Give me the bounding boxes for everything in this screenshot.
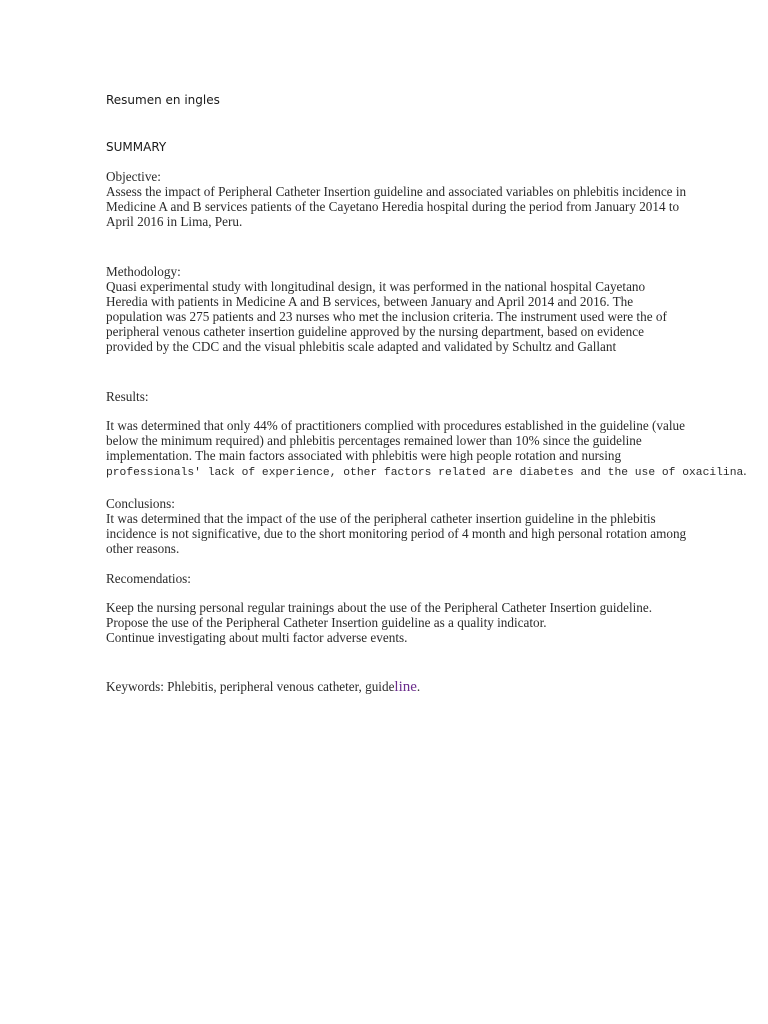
methodology-line: population was 275 patients and 23 nurses who met the inclusion criteria. The instrument used were the of (106, 309, 667, 324)
objective-line: Assess the impact of Peripheral Catheter Insertion guideline and associated variables on phlebitis incidence in (106, 184, 687, 199)
results-line: It was determined that only 44% of practitioners complied with procedures established in the guideline (value (106, 418, 685, 433)
methodology-section (106, 264, 666, 354)
recommendations-section (106, 600, 666, 645)
methodology-line: provided by the CDC and the visual phlebitis scale adapted and validated by Schultz and Gallant (106, 339, 617, 354)
methodology-line: peripheral venous catheter insertion guideline approved by the nursing department, based on evidence (106, 324, 644, 339)
recommendation-line: Propose the use of the Peripheral Catheter Insertion guideline as a quality indicator. (106, 615, 547, 630)
recommendation-line: Keep the nursing personal regular trainings about the use of the Peripheral Catheter Insertion guideline. (106, 600, 653, 615)
conclusions-section (106, 496, 687, 556)
conclusions-line: It was determined that the impact of the use of the peripheral catheter insertion guideline in the phlebitis (106, 511, 656, 526)
results-line-final (106, 463, 747, 481)
keywords-text: Keywords: Phlebitis, peripheral venous catheter, guide (106, 679, 395, 694)
recommendation-line: Continue investigating about multi factor adverse events. (106, 630, 408, 645)
objective-line: April 2016 in Lima, Peru. (106, 214, 243, 229)
results-mono-text: professionals' lack of experience, other factors related are diabetes and the use of oxacilina (106, 467, 744, 479)
results-section (106, 418, 747, 481)
results-label: Results: (106, 389, 149, 404)
results-line: implementation. The main factors associated with phlebitis were high people rotation and nursing (106, 448, 622, 463)
methodology-label: Methodology: (106, 264, 181, 279)
objective-label: Objective: (106, 169, 161, 184)
conclusions-line: other reasons. (106, 541, 180, 556)
keywords-line (106, 679, 666, 695)
keywords-highlight: line (394, 679, 417, 695)
resumen-heading: Resumen en ingles (106, 93, 220, 107)
methodology-line: Quasi experimental study with longitudinal design, it was performed in the national hospital Cayetano (106, 279, 646, 294)
results-final-period: . (743, 463, 747, 478)
results-line: below the minimum required) and phlebitis percentages remained lower than 10% since the guideline (106, 433, 642, 448)
conclusions-label: Conclusions: (106, 496, 175, 511)
summary-title: SUMMARY (106, 140, 167, 154)
objective-line: Medicine A and B services patients of the Cayetano Heredia hospital during the period from January 2014 to (106, 199, 680, 214)
conclusions-line: incidence is not significative, due to the short monitoring period of 4 month and high personal rotation among (106, 526, 687, 541)
objective-section (106, 169, 687, 229)
recommendations-label: Recomendatios: (106, 571, 191, 586)
methodology-line: Heredia with patients in Medicine A and B services, between January and April 2014 and 2016. The (106, 294, 634, 309)
keywords-end: . (416, 679, 421, 694)
